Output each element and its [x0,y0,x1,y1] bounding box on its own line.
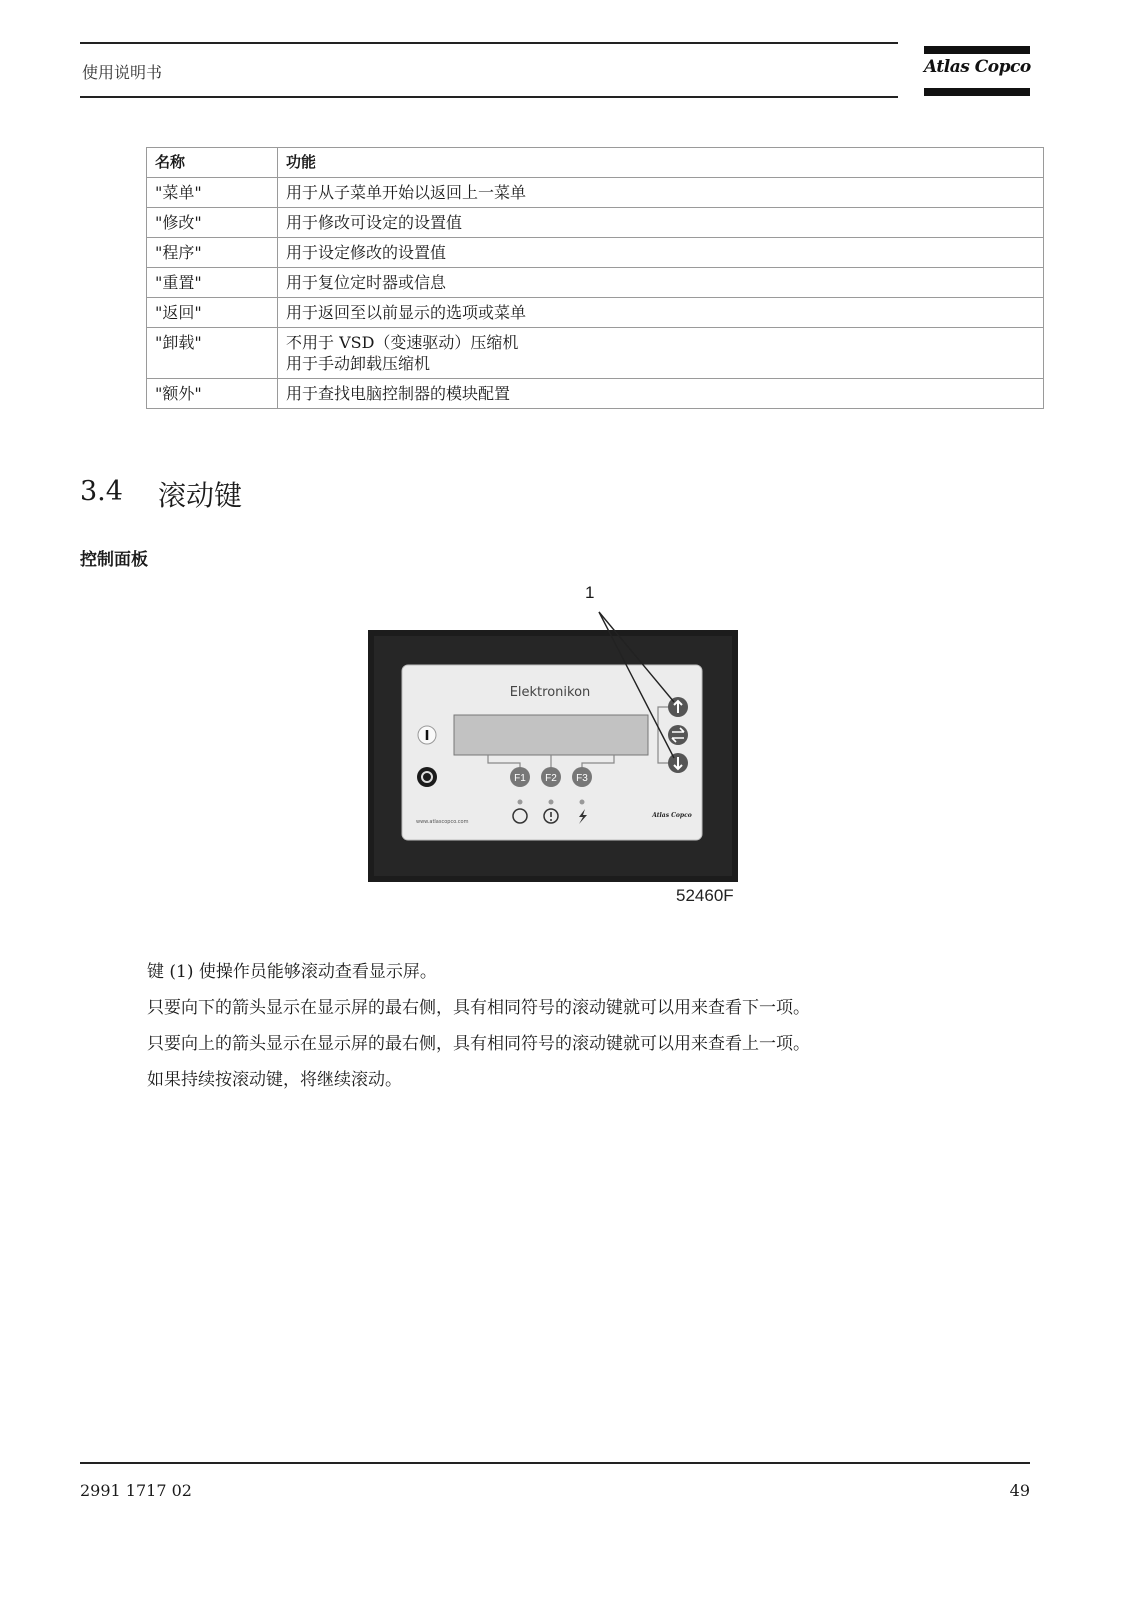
row-function [278,328,1044,379]
row-name: "重置" [147,268,278,298]
table-row [147,178,1044,208]
paragraph-4: 如果持续按滚动键，将继续滚动。 [147,1070,402,1090]
svg-text:F3: F3 [576,773,588,784]
footer-rule [80,1462,1030,1464]
figure-code: 52460F [676,886,734,905]
col-header-function: 功能 [278,148,1044,178]
paragraph-1: 键 (1) 使操作员能够滚动查看显示屏。 [147,962,437,982]
subheading: 控制面板 [80,550,148,570]
table-row [147,238,1044,268]
scroll-keys [668,697,688,773]
logo-text: Atlas Copco [924,57,1031,77]
paragraph-3: 只要向上的箭头显示在显示屏的最右侧，具有相同符号的滚动键就可以用来查看上一项。 [147,1034,810,1054]
panel-brand: Elektronikon [509,685,591,700]
header-bottom-rule [80,96,898,98]
row-name: "返回" [147,298,278,328]
table-row [147,208,1044,238]
row-function: 用于复位定时器或信息 [278,268,1044,298]
function-table [146,147,1044,409]
table-row [147,328,1044,379]
section-title: 滚动键 [158,479,243,512]
stop-button [417,767,437,787]
table-row [147,379,1044,409]
control-panel-figure [360,580,760,910]
table-row [147,298,1044,328]
header-title: 使用说明书 [82,63,163,82]
header-top-rule [80,42,898,44]
display-screen [454,715,648,755]
function-keys [510,767,592,787]
row-function: 用于返回至以前显示的选项或菜单 [278,298,1044,328]
svg-text:F1: F1 [514,773,526,784]
row-name: "菜单" [147,178,278,208]
document-number: 2991 1717 02 [80,1481,192,1500]
section-number: 3.4 [80,476,123,507]
row-name: "额外" [147,379,278,409]
row-function: 用于设定修改的设置值 [278,238,1044,268]
row-function-line1: 不用于 VSD（变速驱动）压缩机 [286,333,519,352]
table-header-row [147,148,1044,178]
row-name: "卸载" [147,328,278,379]
callout-label: 1 [585,583,595,602]
table-row [147,268,1044,298]
row-name: "程序" [147,238,278,268]
panel-logo: Atlas Copco [652,812,692,819]
row-name: "修改" [147,208,278,238]
svg-text:F2: F2 [545,773,557,784]
row-function: 用于查找电脑控制器的模块配置 [278,379,1044,409]
page-number: 49 [1009,1481,1030,1500]
panel-website: www.atlascopco.com [416,819,469,825]
row-function: 用于修改可设定的设置值 [278,208,1044,238]
tab-key [668,725,688,745]
row-function-line2: 用于手动卸载压缩机 [286,354,431,373]
row-function: 用于从子菜单开始以返回上一菜单 [278,178,1044,208]
paragraph-2: 只要向下的箭头显示在显示屏的最右侧，具有相同符号的滚动键就可以用来查看下一项。 [147,998,810,1018]
atlas-copco-logo [924,46,1030,98]
col-header-name: 名称 [147,148,278,178]
